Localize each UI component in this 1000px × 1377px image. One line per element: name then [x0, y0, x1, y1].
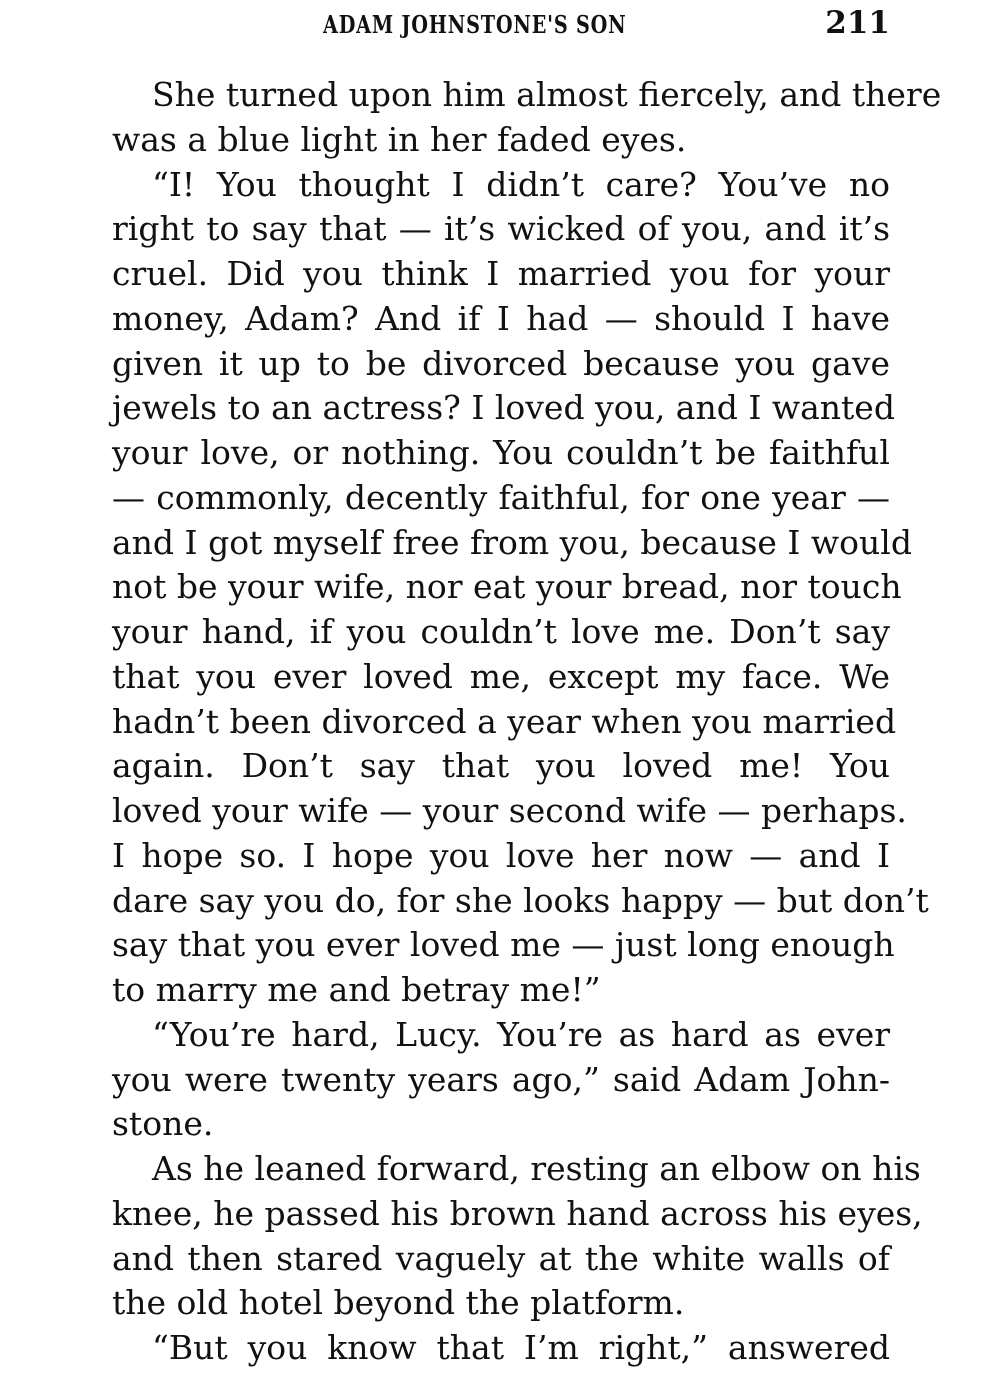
text-line: was a blue light in her faded eyes.	[112, 119, 687, 159]
text-line: your hand, if you couldn’t love me. Don’t say	[112, 612, 890, 651]
text-line: She turned upon him almost fiercely, and there	[152, 75, 942, 114]
text-line: your love, or nothing. You couldn’t be faithful	[112, 433, 890, 472]
page-number: 211	[825, 5, 890, 41]
text-line: you were twenty years ago,” said Adam John-	[112, 1059, 890, 1099]
text-line: that you ever loved me, except my face. We	[112, 656, 890, 696]
text-line: and I got myself free from you, because I would	[112, 522, 912, 562]
running-title: ADAM JOHNSTONE'S SON	[323, 10, 627, 39]
text-line: the old hotel beyond the platform.	[112, 1283, 685, 1323]
running-head	[0, 0, 1000, 60]
body-text	[112, 73, 942, 1371]
text-line: right to say that — it’s wicked of you, and it’s	[112, 209, 890, 249]
text-line: hadn’t been divorced a year when you married	[112, 701, 897, 741]
text-line: knee, he passed his brown hand across his eyes,	[112, 1193, 923, 1233]
text-line: “But you know that I’m right,” answered	[152, 1328, 890, 1367]
text-line: “You’re hard, Lucy. You’re as hard as ever	[152, 1014, 890, 1054]
text-line: stone.	[112, 1104, 214, 1144]
text-line: say that you ever loved me — just long enough	[112, 925, 895, 965]
text-line: to marry me and betray me!”	[112, 970, 601, 1009]
text-line: loved your wife — your second wife — perhaps.	[112, 791, 907, 830]
text-line: jewels to an actress? I loved you, and I wanted	[112, 388, 895, 428]
text-line: and then stared vaguely at the white walls of	[112, 1238, 890, 1278]
text-line: As he leaned forward, resting an elbow on his	[152, 1149, 921, 1188]
text-line: money, Adam? And if I had — should I have	[112, 298, 890, 338]
text-line: again. Don’t say that you loved me! You	[112, 746, 890, 786]
text-line: I hope so. I hope you love her now — and I	[112, 835, 890, 875]
text-line: cruel. Did you think I married you for your	[112, 254, 890, 293]
text-line: “I! You thought I didn’t care? You’ve no	[152, 164, 890, 204]
text-line: dare say you do, for she looks happy — but don’t	[112, 880, 929, 920]
text-line: given it up to be divorced because you gave	[112, 343, 890, 383]
text-line: not be your wife, nor eat your bread, nor touch	[112, 567, 902, 607]
text-line: — commonly, decently faithful, for one year —	[112, 477, 890, 517]
